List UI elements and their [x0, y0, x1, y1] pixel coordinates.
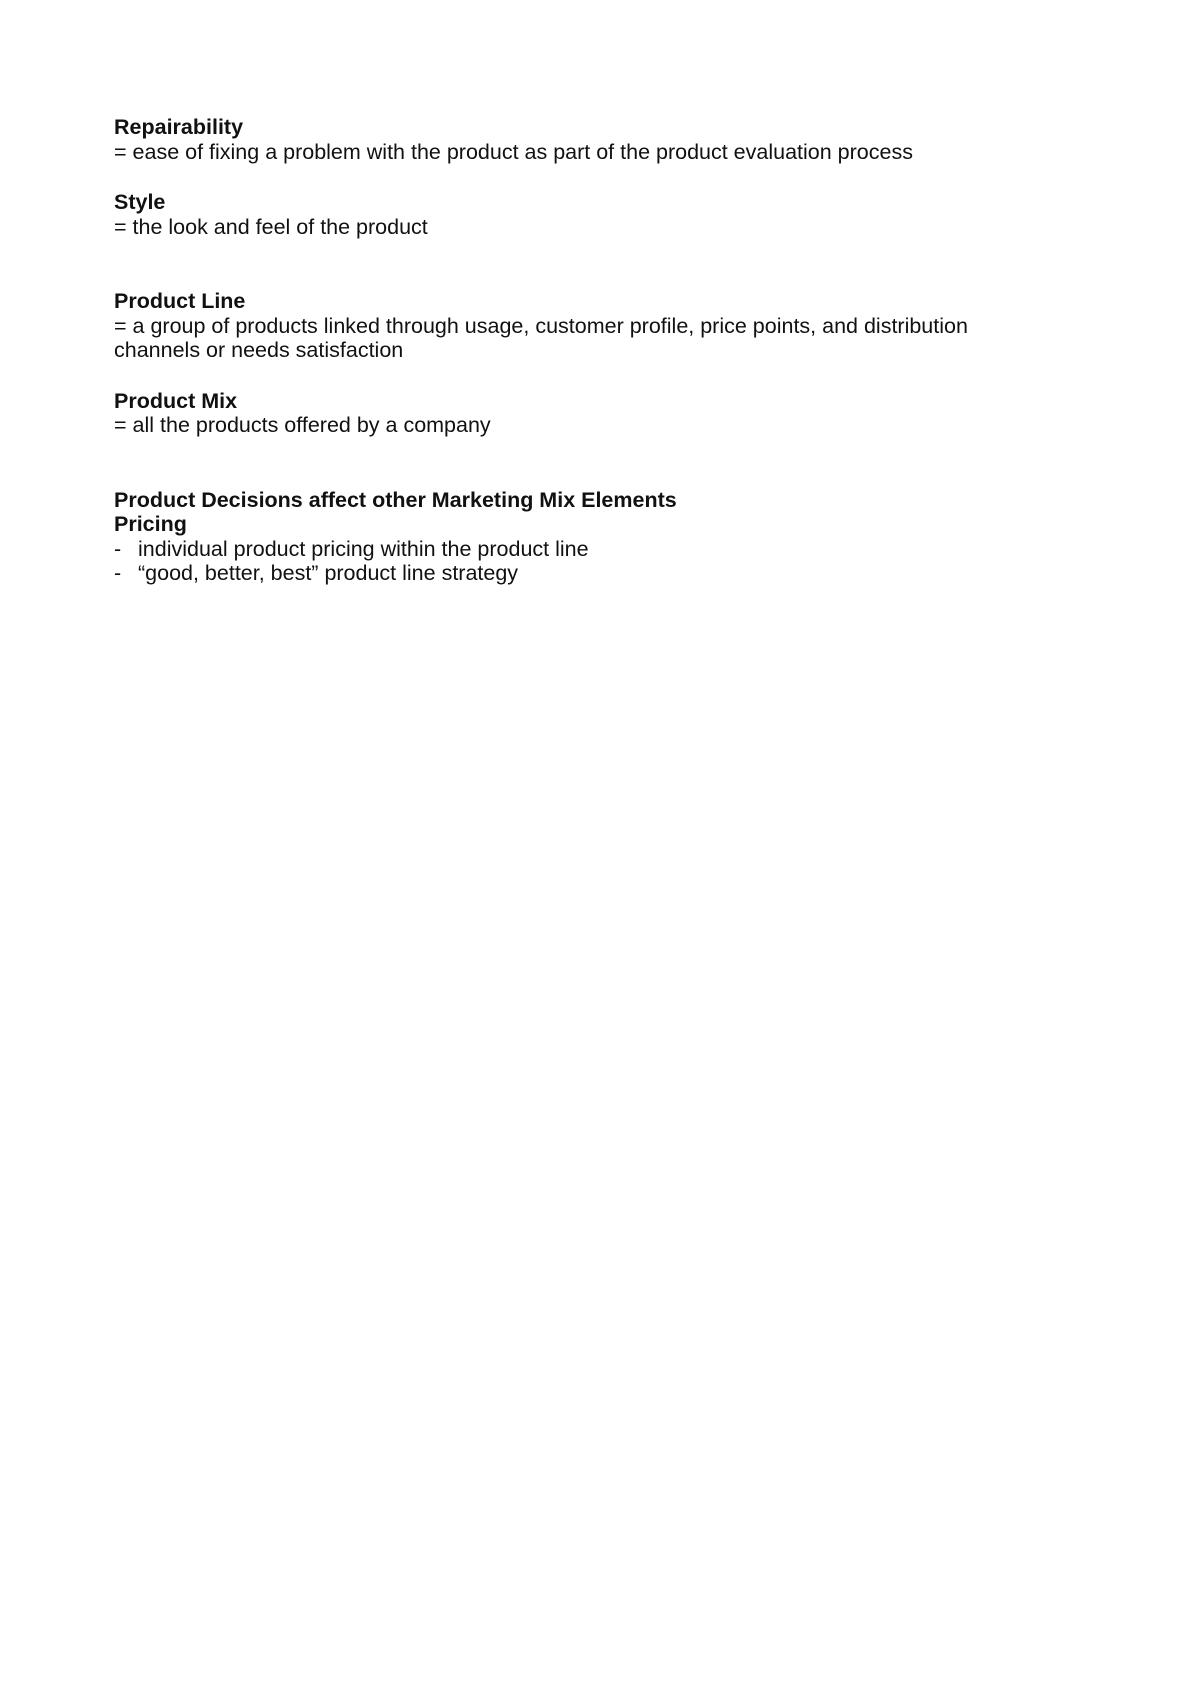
term-definition: = the look and feel of the product — [114, 214, 428, 239]
spacer — [114, 438, 1094, 488]
term-definition-line: = a group of products linked through usage, customer profile, price points, and distribution — [114, 313, 968, 338]
term-definition-line: channels or needs satisfaction — [114, 338, 404, 362]
term-heading: Product Line — [114, 289, 246, 313]
bullet-dash: - — [114, 536, 122, 561]
term-heading: Product Mix — [114, 388, 238, 413]
spacer — [114, 164, 1094, 190]
term-definition: = ease of fixing a problem with the product as part of the product evaluation process — [114, 139, 913, 164]
section-product-line — [114, 289, 1094, 363]
section-product-mix — [114, 389, 1094, 438]
list-item — [114, 561, 1094, 586]
spacer — [114, 239, 1094, 289]
term-heading: Repairability — [114, 115, 244, 139]
bullet-dash: - — [114, 561, 122, 585]
subsection-heading: Pricing — [114, 512, 187, 536]
term-definition: = all the products offered by a company — [114, 413, 491, 437]
list-item-text: individual product pricing within the product line — [138, 536, 589, 561]
section-product-decisions — [114, 488, 1094, 586]
page-content — [114, 115, 1094, 586]
list-item — [114, 537, 1094, 562]
section-repairability — [114, 115, 1094, 164]
pricing-list — [114, 537, 1094, 586]
section-style — [114, 190, 1094, 239]
spacer — [114, 363, 1094, 389]
term-heading: Style — [114, 190, 166, 214]
section-heading: Product Decisions affect other Marketing Mix Elements — [114, 487, 677, 512]
list-item-text: “good, better, best” product line strategy — [138, 561, 519, 585]
